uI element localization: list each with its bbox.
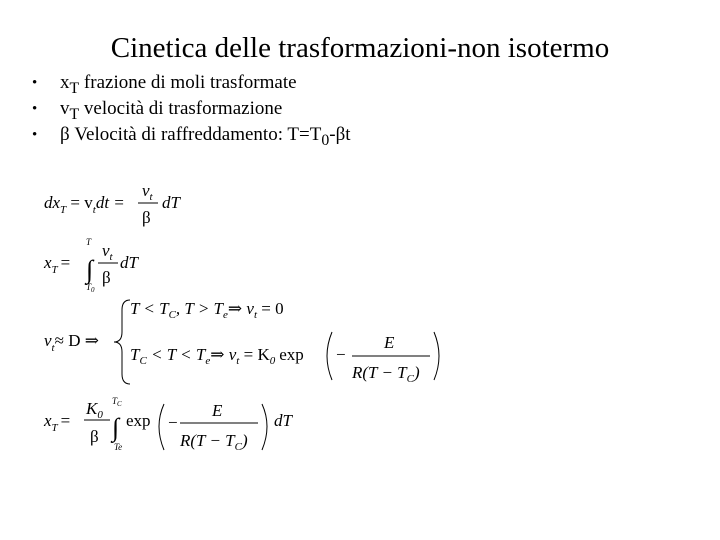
equation-vt-piecewise <box>44 299 439 385</box>
equation-xt-integral <box>43 237 140 294</box>
left-paren-icon <box>159 404 164 450</box>
integral-sign: ∫ <box>86 255 94 284</box>
bullet-text: frazione di moli trasformate <box>79 72 297 93</box>
bullet-item-xt <box>32 70 351 96</box>
svg-text:R(T − TC): $R(T - T_C)$ <box>352 363 420 385</box>
bullet-item-vt <box>32 96 351 122</box>
svg-text:−: − <box>168 413 178 432</box>
svg-text:T0: $T_0$ <box>86 282 95 294</box>
formula-block <box>30 170 490 470</box>
svg-text:xT=: $x_T$ = <box>44 253 71 276</box>
equation-xt-exp <box>43 396 294 453</box>
svg-text:β: β <box>90 427 99 446</box>
equation-dxt <box>44 181 182 227</box>
svg-text:vt≈ D ⇒: $v_t\approx D$ ⇒ <box>44 331 99 354</box>
bullet-subscript: T <box>69 79 80 97</box>
right-paren-icon <box>434 332 439 380</box>
bullet-tail: -βt <box>329 124 351 145</box>
svg-text:β: β <box>102 268 111 287</box>
svg-text:dxT = vtdt =: $dx_T = v_tdt$ = <box>44 193 125 216</box>
left-brace-icon <box>114 300 130 384</box>
svg-text:vt: $v_t$ <box>142 181 153 203</box>
svg-text:TC: $T_C$ <box>112 396 122 408</box>
svg-text:dT: dT <box>162 193 180 212</box>
bullet-dot-icon: • <box>32 75 38 91</box>
formula-svg <box>30 170 490 470</box>
left-paren-icon <box>327 332 332 380</box>
svg-text:E: E <box>212 401 223 420</box>
svg-text:dT: dT <box>274 411 292 430</box>
slide-title: Cinetica delle trasformazioni-non isotermo <box>110 32 610 64</box>
bullet-subscript: T <box>69 105 80 123</box>
svg-text:vt: $v_t$ <box>102 241 113 263</box>
right-paren-icon <box>262 404 267 450</box>
svg-text:β: β <box>142 208 151 227</box>
bullet-dot-icon: • <box>32 101 38 117</box>
bullet-dot-icon: • <box>32 127 38 143</box>
svg-text:T < TC, T > Te⇒ vt = 0: $T < T_C$, $T > T_e\Rightarrow$ $v_t = 0$ <box>130 299 284 321</box>
bullet-item-beta <box>32 122 351 148</box>
bullet-subscript: 0 <box>321 131 330 149</box>
bullet-symbol: v <box>60 98 70 119</box>
bullet-symbol: β <box>60 124 70 145</box>
svg-text:Te: Te <box>114 442 123 452</box>
bullet-symbol: x <box>60 72 70 93</box>
svg-text:E: E <box>384 333 395 352</box>
svg-text:T: T <box>86 237 92 247</box>
integral-sign: ∫ <box>112 413 120 442</box>
svg-text:R(T − TC): $R(T - T_C)$ <box>180 431 248 453</box>
bullet-text: velocità di trasformazione <box>79 98 283 119</box>
svg-text:K0: $K_0$ <box>86 399 103 421</box>
bullet-list <box>32 70 351 148</box>
svg-text:TC < T < Te⇒ vt = K0exp: $T_C < T$ < $T_e\Rightarrow$ $v_t = K_0$ exp <box>130 345 304 367</box>
svg-text:exp: exp <box>126 411 151 430</box>
svg-text:dT: dT <box>120 253 138 272</box>
svg-text:−: − <box>336 345 346 364</box>
svg-text:xT=: $x_T$ = <box>44 411 71 434</box>
bullet-text: Velocità di raffreddamento: T=T <box>69 124 322 145</box>
